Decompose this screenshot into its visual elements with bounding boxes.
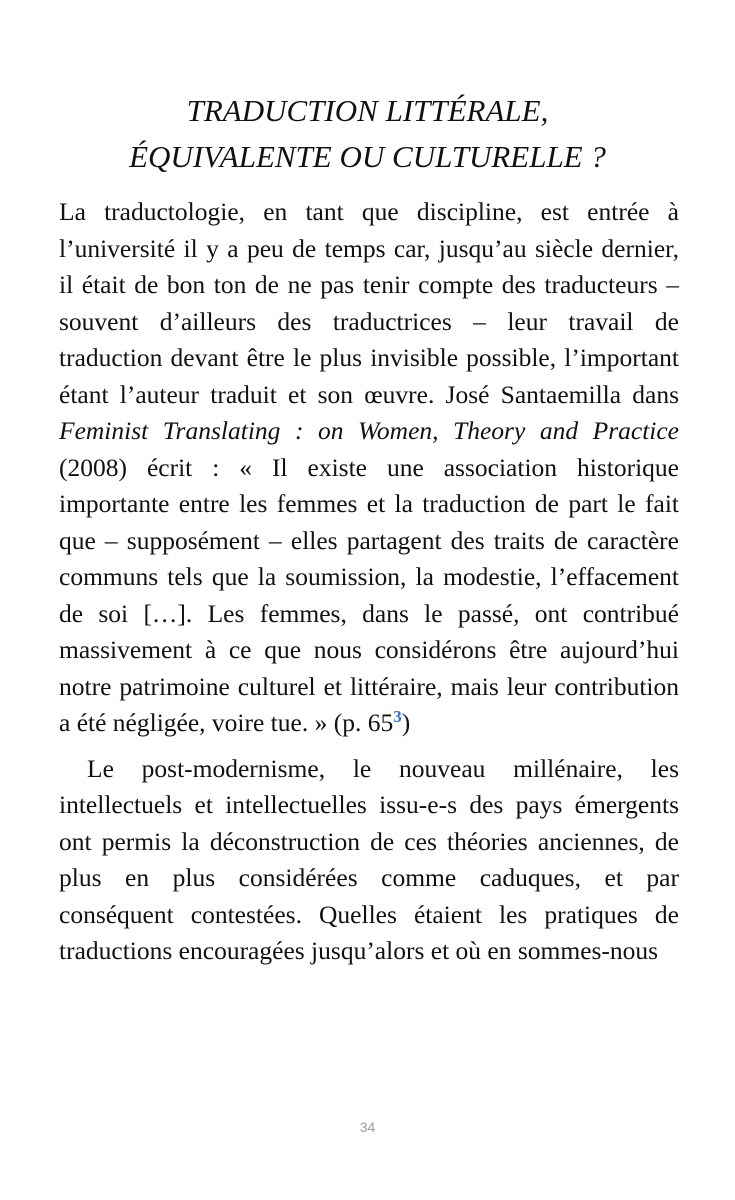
body-text	[59, 194, 679, 970]
paragraph-1-text-a: La traductologie, en tant que discipline, est entrée à l’université il y a peu de temps car, jusqu’au siècle dernier, il était de bon ton de ne pas tenir compte des traducteurs – souvent d’ailleurs des traductrices – leur travail de traduction devant être le plus invisible possible, l’important étant l’auteur traduit et son œuvre. José Santaemilla dans	[59, 197, 679, 409]
chapter-title-line-2: ÉQUIVALENTE OU CULTURELLE ?	[129, 139, 606, 174]
page-number: 34	[359, 1119, 376, 1135]
book-title: Feminist Translating : on Women, Theory and Practice	[59, 416, 679, 445]
chapter-title	[40, 88, 695, 180]
paragraph-1	[59, 194, 679, 742]
paragraph-1-text-b: (2008) écrit : « Il existe une association historique importante entre les femmes et la traduction de part le fait que – supposément – elles partagent des traits de caractère communs tels que la soumission, la modestie, l’effacement de soi […]. Les femmes, dans le passé, ont contribué massivement à ce que nous considérons être aujourd’hui notre patrimoine culturel et littéraire, mais leur contribution a été négligée, voire tue. » (p. 65	[59, 452, 679, 737]
paragraph-1-text-c: )	[401, 708, 411, 737]
chapter-title-line-1: TRADUCTION LITTÉRALE,	[186, 93, 549, 128]
paragraph-2: Le post-modernisme, le nouveau millénaire, les intellectuels et intellectuelles issu-e-s des pays émergents ont permis la déconstruction de ces théories anciennes, de plus en plus considérées comme caduques, et par conséquent contestées. Quelles étaient les pratiques de traductions encouragées jusqu’alors et où en sommes-nous	[59, 753, 679, 965]
footnote-link-3[interactable]: 3	[393, 707, 402, 726]
